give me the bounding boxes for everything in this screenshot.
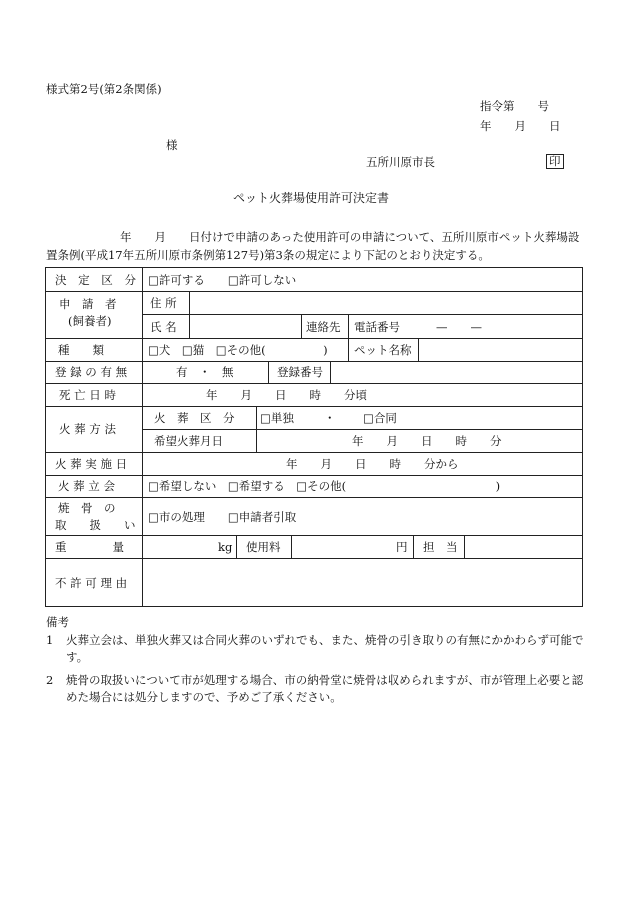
addressee-suffix: 様 <box>166 138 178 152</box>
cremation-type-label: 火 葬 区 分 <box>154 411 235 425</box>
weight-unit: kg <box>218 540 233 554</box>
desired-date-value: 年 月 日 時 分 <box>352 434 502 448</box>
cremation-date-value: 年 月 日 時 分から <box>286 457 459 471</box>
cremation-type-separator: ・ <box>324 411 336 425</box>
bones-label-line-1: 焼 骨 の <box>58 501 116 515</box>
row-line <box>46 475 583 476</box>
issue-date: 年 月 日 <box>480 119 561 133</box>
fee-label: 使用料 <box>246 540 281 554</box>
order-number: 指令第 号 <box>480 99 549 113</box>
row-line <box>46 497 583 498</box>
row-line <box>46 452 583 453</box>
row-line <box>142 429 583 430</box>
column-line <box>291 535 292 558</box>
row-line <box>46 558 583 559</box>
column-line <box>189 314 190 338</box>
bones-label-line-2: 取 扱 い <box>55 518 136 532</box>
registration-number-label: 登録番号 <box>277 365 323 379</box>
notes-title: 備考 <box>46 615 69 629</box>
contact-label: 連絡先 <box>306 320 341 334</box>
pet-name-label: ペット名称 <box>354 343 412 357</box>
row-line <box>46 535 583 536</box>
intro-line-2: 置条例(平成17年五所川原市条例第127号)第3条の規定により下記のとおり決定する。 <box>46 248 490 262</box>
death-datetime-label: 死 亡 日 時 <box>59 388 116 402</box>
cremation-method-label: 火 葬 方 法 <box>59 422 116 436</box>
note-item <box>46 672 591 706</box>
applicant-label: 申 請 者 <box>59 297 117 311</box>
address-label: 住 所 <box>150 296 177 310</box>
intro-line-1: 年 月 日付けで申請のあった使用許可の申請について、五所川原市ペット火葬場設 <box>120 230 580 244</box>
permit-form-table <box>45 267 583 607</box>
registration-label: 登 録 の 有 無 <box>55 365 128 379</box>
issuer: 五所川原市長 <box>366 155 435 169</box>
desired-date-label: 希望火葬月日 <box>154 434 223 448</box>
notes-list <box>46 632 591 706</box>
seal-label: 印 <box>546 154 564 169</box>
row-line <box>46 406 583 407</box>
refusal-reason-label: 不 許 可 理 由 <box>55 576 128 590</box>
note-number: 2 <box>46 673 54 687</box>
phone-label: 電話番号 <box>354 320 400 334</box>
staff-label: 担 当 <box>423 540 458 554</box>
column-line <box>418 338 419 361</box>
row-line <box>46 338 583 339</box>
applicant-sub-label: (飼養者) <box>68 314 112 328</box>
row-line <box>142 314 583 315</box>
bones-options: □市の処理 □申請者引取 <box>148 510 297 524</box>
note-item <box>46 632 591 666</box>
column-line <box>464 535 465 558</box>
column-line <box>348 314 349 338</box>
column-line <box>236 535 237 558</box>
yen-unit: 円 <box>396 540 408 554</box>
note-number: 1 <box>46 633 54 647</box>
document-title: ペット火葬場使用許可決定書 <box>233 191 390 205</box>
column-line <box>413 535 414 558</box>
column-line <box>330 361 331 383</box>
column-line <box>268 361 269 383</box>
decision-label: 決 定 区 分 <box>55 273 140 287</box>
note-text: 焼骨の取扱いについて市が処理する場合、市の納骨堂に焼骨は収められますが、市が管理上必要と認めた場合には処分しますので、予めご了承ください。 <box>66 673 584 704</box>
column-line <box>301 314 302 338</box>
row-line <box>46 361 583 362</box>
cremation-type-single: □単独 <box>260 411 294 425</box>
column-line <box>348 338 349 361</box>
species-label: 種 類 <box>58 343 104 357</box>
row-line <box>46 291 583 292</box>
form-number: 様式第2号(第2条関係) <box>46 82 162 96</box>
decision-options: □許可する □許可しない <box>148 273 297 287</box>
attendance-label: 火 葬 立 会 <box>58 479 115 493</box>
column-line <box>142 268 143 607</box>
attendance-options: □希望しない □希望する □その他( ) <box>148 479 501 493</box>
registration-value: 有 ・ 無 <box>176 365 234 379</box>
death-datetime-value: 年 月 日 時 分頃 <box>206 388 367 402</box>
cremation-type-joint: □合同 <box>363 411 397 425</box>
note-text: 火葬立会は、単独火葬又は合同火葬のいずれでも、また、焼骨の引き取りの有無にかかわらず可能です。 <box>66 633 584 664</box>
column-line <box>189 291 190 314</box>
column-line <box>256 406 257 452</box>
cremation-date-label: 火 葬 実 施 日 <box>55 457 128 471</box>
species-options: □犬 □猫 □その他( ) <box>148 343 328 357</box>
seal-mark <box>546 154 564 169</box>
weight-label: 重 量 <box>55 540 124 554</box>
row-line <box>46 383 583 384</box>
name-label: 氏 名 <box>150 320 177 334</box>
phone-format: — — <box>436 320 482 334</box>
